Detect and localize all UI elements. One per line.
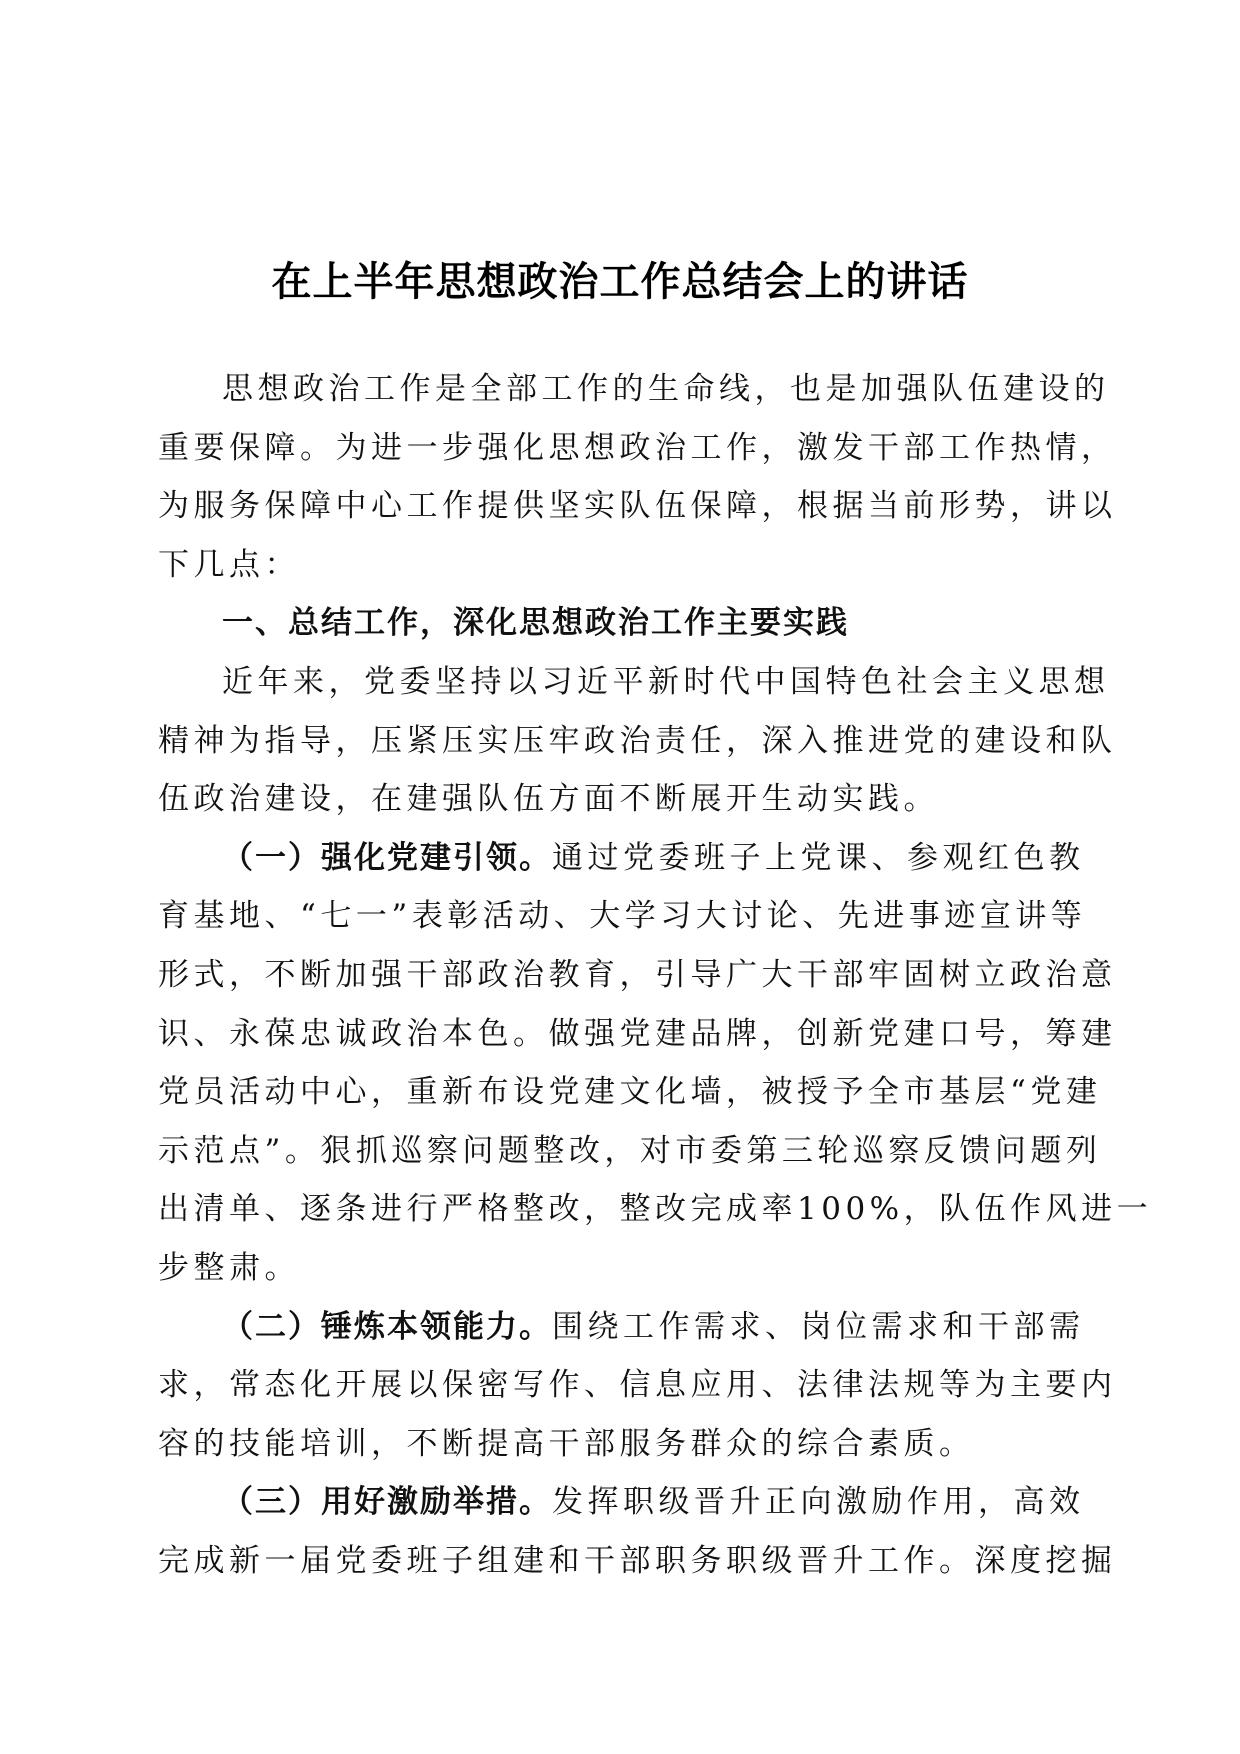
page-title: 在上半年思想政治工作总结会上的讲话 (271, 259, 969, 305)
text-line (158, 1473, 1085, 1532)
subsection-heading: （三）用好激励举措。 (222, 1484, 552, 1521)
text-line: 示范点”。狠抓巡察问题整改，对市委第三轮巡察反馈问题列 (158, 1132, 1102, 1169)
section-heading-text: 一、总结工作，深化思想政治工作主要实践 (222, 605, 849, 642)
text-line (158, 1298, 1085, 1357)
subsection-heading: （一）强化党建引领。 (222, 839, 552, 876)
section-heading (158, 594, 1080, 653)
document-body (158, 360, 1153, 1590)
text-line: 求，常态化开展以保密写作、信息应用、法律法规等为主要内 (158, 1367, 1117, 1404)
text-line: 为服务保障中心工作提供坚实队伍保障，根据当前形势，讲以 (158, 488, 1117, 525)
text-line: 思想政治工作是全部工作的生命线，也是加强队伍建设的 (222, 371, 1110, 407)
text-line: 精神为指导，压紧压实压牢政治责任，深入推进党的建设和队 (158, 722, 1117, 759)
paragraph-subsection-3 (158, 1473, 1117, 1590)
text-line: 下几点： (158, 546, 300, 583)
paragraph-intro (158, 360, 1117, 594)
text-line: 育基地、“七一”表彰活动、大学习大讨论、先进事迹宣讲等 (158, 898, 1087, 935)
text-line: 形式，不断加强干部政治教育，引导广大干部牢固树立政治意 (158, 956, 1117, 993)
text-line: 完成新一届党委班子组建和干部职务职级晋升工作。深度挖掘 (158, 1542, 1117, 1579)
paragraph-subsection-1 (158, 829, 1153, 1298)
text-line-rest: 围绕工作需求、岗位需求和干部需 (552, 1308, 1085, 1345)
text-line: 识、永葆忠诚政治本色。做强党建品牌，创新党建口号，筹建 (158, 1015, 1117, 1052)
text-line: 近年来，党委坚持以习近平新时代中国特色社会主义思想 (222, 663, 1110, 700)
text-line: 步整肃。 (158, 1249, 300, 1286)
text-line (158, 829, 1085, 888)
paragraph-subsection-2 (158, 1298, 1117, 1474)
text-line: 出清单、逐条进行严格整改，整改完成率100%，队伍作风进一 (158, 1191, 1153, 1228)
text-line: 党员活动中心，重新布设党建文化墙，被授予全市基层“党建 (158, 1074, 1102, 1111)
text-line: 伍政治建设，在建强队伍方面不断展开生动实践。 (158, 781, 939, 818)
text-line: 容的技能培训，不断提高干部服务群众的综合素质。 (158, 1425, 975, 1462)
text-line: 重要保障。为进一步强化思想政治工作，激发干部工作热情， (158, 429, 1117, 466)
subsection-heading: （二）锤炼本领能力。 (222, 1308, 552, 1345)
text-line-rest: 发挥职级晋升正向激励作用，高效 (552, 1484, 1085, 1521)
text-line-rest: 通过党委班子上党课、参观红色教 (552, 839, 1085, 876)
paragraph-overview (158, 653, 1117, 829)
